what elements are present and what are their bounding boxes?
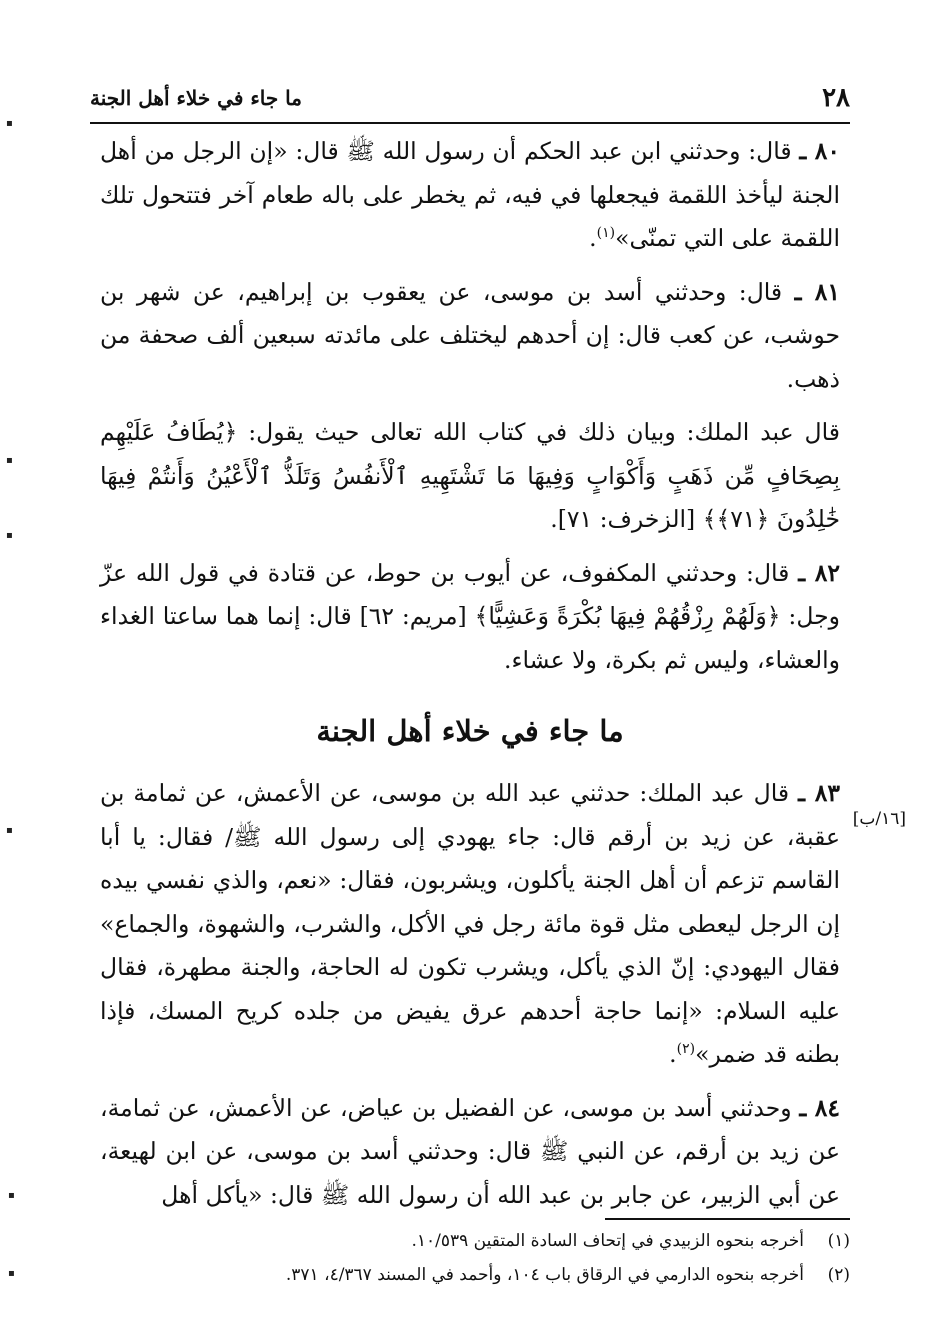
hadith-81: [100, 271, 840, 402]
page-number: ٢٨: [822, 83, 850, 113]
sentence-end: .: [669, 1040, 677, 1068]
scan-speck: ▪: [6, 530, 13, 541]
footnote-number: (١): [827, 1231, 850, 1251]
hadith-text-cont: [مريم: ٦٢] قال: إنما هما ساعتا الغداء والعشاء، وليس ثم بكرة، ولا عشاء.: [100, 602, 840, 674]
scan-speck: ▪: [6, 825, 13, 836]
hadith-number: ٨٢ ـ: [798, 558, 840, 587]
footnotes: [150, 1224, 850, 1292]
footnote-text: أخرجه بنحوه الدارمي في الرقاق باب ١٠٤، وأحمد في المسند ٤/٣٦٧، ٣٧١.: [285, 1265, 804, 1285]
running-title: ما جاء في خلاء أهل الجنة: [90, 86, 302, 110]
hadith-number: ٨١ ـ: [794, 277, 840, 306]
footnote-ref[interactable]: (٢): [676, 1041, 696, 1058]
hadith-text: قال: وحدثني ابن عبد الحكم أن رسول الله ﷺ قال: «إن الرجل من أهل الجنة ليأخذ اللقمة فيجعلها في فيه، ثم يخطر على باله طعام آخر فتتحول تلك اللقمة على التي تمنّى»: [100, 137, 840, 252]
footnote-number: (٢): [827, 1265, 850, 1285]
scan-speck: ▪: [6, 118, 13, 129]
hadith-text: قال: وحدثني المكفوف، عن أيوب بن حوط، عن قتادة في قول الله عزّ وجل:: [100, 558, 840, 630]
footnote-item: [150, 1258, 850, 1292]
verse-citation: [الزخرف: ٧١].: [550, 505, 703, 533]
hadith-number: ٨٤ ـ: [799, 1093, 840, 1122]
footnote-item: [150, 1224, 850, 1258]
footnote-text: أخرجه بنحوه الزبيدي في إتحاف السادة المتقين ١٠/٥٣٩.: [411, 1231, 804, 1251]
hadith-text: قال: وحدثني أسد بن موسى، عن يعقوب بن إبراهيم، عن شهر بن حوشب، عن كعب قال: إن أحدهم ليختلف على مائدته سبعين ألف صحفة من ذهب.: [100, 277, 840, 393]
quran-verse: ﴿يُطَافُ عَلَيْهِم بِصِحَافٍ مِّن ذَهَبٍ وَأَكْوَابٍ وَفِيهَا مَا تَشْتَهِيهِ ٱلْأَنفُسُ وَتَلَذُّ ٱلْأَعْيُنُ وَأَنتُمْ فِيهَا خَٰلِدُونَ ﴿٧١﴾﴾: [100, 418, 840, 533]
hadith-number: ٨٣ ـ: [798, 779, 840, 807]
commentary-text: قال عبد الملك: وبيان ذلك في كتاب الله تعالى حيث يقول:: [237, 418, 840, 446]
header-rule: [90, 122, 850, 124]
hadith-text: قال عبد الملك: حدثني عبد الله بن موسى، عن الأعمش، عن ثمامة بن عقبة، عن زيد بن أرقم قال: جاء يهودي إلى رسول الله ﷺ/ فقال: يا أبا القاسم تزعم أن أهل الجنة يأكلون، ويشربون، فقال: «نعم، والذي نفسي بيده إن الرجل ليعطى مثل قوة مائة رجل في الأكل، والشرب، والشهوة، والجماع» فقال اليهودي: إنّ الذي يأكل، ويشرب تكون له الحاجة، والجنة مطهرة، فقال عليه السلام: «إنما حاجة أحدهم عرق يفيض من جلده كريح المسك، فإذا بطنه قد ضمر»: [100, 779, 840, 1068]
sentence-end: .: [589, 224, 597, 252]
commentary-paragraph: [100, 411, 840, 542]
scan-speck: ▪: [8, 1268, 15, 1279]
page-header: [90, 76, 850, 120]
hadith-82: [100, 552, 840, 683]
hadith-84: [100, 1087, 840, 1218]
footnote-ref[interactable]: (١): [596, 225, 616, 242]
scan-speck: ▪: [8, 1190, 15, 1201]
hadith-text: وحدثني أسد بن موسى، عن الفضيل بن عياض، عن الأعمش، عن ثمامة، عن زيد بن أرقم، عن النبي ﷺ قال: وحدثني أسد بن موسى، عن ابن لهيعة، عن أبي الزبير، عن جابر بن عبد الله أن رسول الله ﷺ قال: «يأكل أهل: [100, 1093, 840, 1209]
hadith-80: [100, 130, 840, 261]
quran-verse: ﴿وَلَهُمْ رِزْقُهُمْ فِيهَا بُكْرَةً وَعَشِيًّا﴾: [474, 602, 781, 630]
scan-speck: ▪: [6, 455, 13, 466]
hadith-83: [100, 772, 840, 1077]
body-text: [100, 130, 840, 1227]
hadith-number: ٨٠ ـ: [799, 137, 840, 165]
footnote-rule: [605, 1218, 850, 1220]
manuscript-folio-note: [١٦/ب]: [852, 809, 906, 829]
section-heading: ما جاء في خلاء أهل الجنة: [316, 714, 624, 748]
